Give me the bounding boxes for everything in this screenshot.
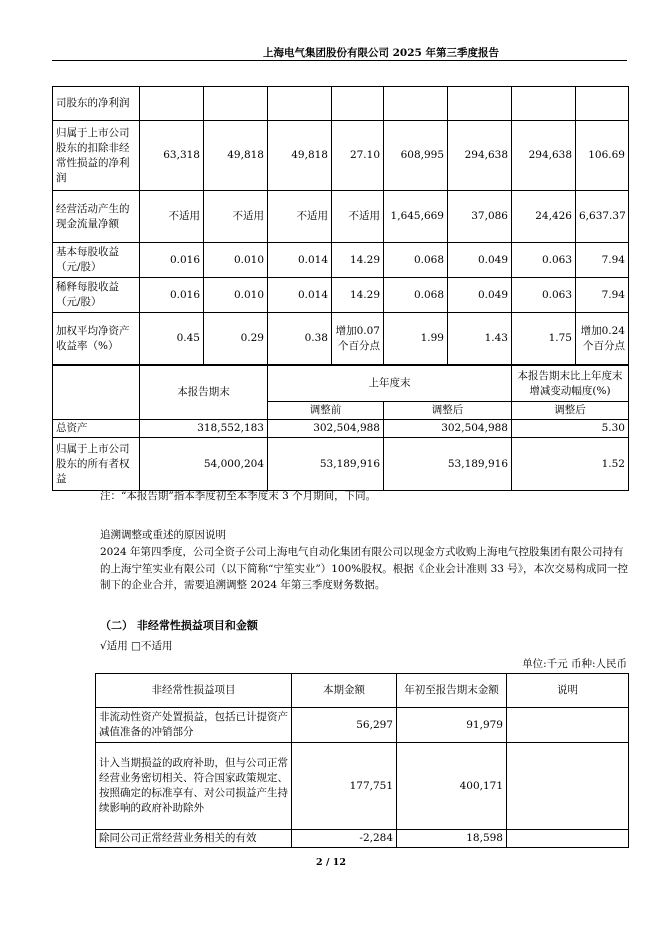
cell: 177,751 [292, 743, 397, 830]
column-header: 本期金额 [292, 674, 397, 708]
cell: 0.016 [140, 243, 204, 278]
cell: 0.010 [204, 243, 268, 278]
header-before-adjust: 调整前 [268, 402, 384, 420]
cell [576, 87, 629, 121]
table-row [53, 191, 629, 243]
empty-header-cell [53, 366, 140, 420]
table-row [53, 121, 629, 191]
cell [512, 87, 576, 121]
row-label: 基本每股收益（元/股） [53, 243, 140, 278]
header-after-adjust: 调整后 [384, 402, 512, 420]
cell: 不适用 [332, 191, 384, 243]
cell: 7.94 [576, 243, 629, 278]
cell: 增加0.24 个百分点 [576, 313, 629, 365]
cell [268, 87, 332, 121]
table-row [53, 438, 629, 491]
cell [204, 87, 268, 121]
cell: 1.99 [384, 313, 448, 365]
cell: 56,297 [292, 708, 397, 743]
cell: 14.29 [332, 278, 384, 313]
cell: 1.43 [448, 313, 512, 365]
table-row [53, 87, 629, 121]
cell: 不适用 [140, 191, 204, 243]
cell: 318,552,183 [140, 420, 268, 438]
cell: 不适用 [268, 191, 332, 243]
cell: 24,426 [512, 191, 576, 243]
cell: 6,637.37 [576, 191, 629, 243]
cell: 0.014 [268, 243, 332, 278]
cell: 294,638 [448, 121, 512, 191]
cell: 0.049 [448, 243, 512, 278]
table-header-row [96, 674, 629, 708]
cell: 18,598 [397, 830, 507, 848]
cell: 53,189,916 [268, 438, 384, 491]
row-label: 司股东的净利润 [53, 87, 140, 121]
cell: 0.063 [512, 278, 576, 313]
table-row [53, 313, 629, 365]
table-row [96, 708, 629, 743]
cell: 49,818 [268, 121, 332, 191]
header-prior-year-end: 上年度末 [268, 366, 512, 402]
cell: 400,171 [397, 743, 507, 830]
non-recurring-table [95, 673, 629, 848]
row-label: 稀释每股收益（元/股） [53, 278, 140, 313]
table-row [96, 743, 629, 830]
row-label: 归属于上市公司股东的扣除非经常性损益的净利润 [53, 121, 140, 191]
row-label: 经营活动产生的现金流量净额 [53, 191, 140, 243]
item-cell: 除同公司正常经营业务相关的有效 [96, 830, 292, 848]
cell: 37,086 [448, 191, 512, 243]
cell: 0.063 [512, 243, 576, 278]
row-label: 加权平均净资产收益率（%） [53, 313, 140, 365]
table-row [53, 366, 629, 402]
cell: 1,645,669 [384, 191, 448, 243]
cell [332, 87, 384, 121]
cell: 608,995 [384, 121, 448, 191]
cell: 49,818 [204, 121, 268, 191]
cell: 294,638 [512, 121, 576, 191]
cell: 27.10 [332, 121, 384, 191]
page-number: 2 / 12 [316, 857, 346, 868]
section-title: （二） 非经常性损益项目和金额 [100, 619, 258, 632]
financial-data-table [52, 86, 629, 365]
cell: 1.75 [512, 313, 576, 365]
cell: 53,189,916 [384, 438, 512, 491]
cell: 7.94 [576, 278, 629, 313]
column-header: 说明 [507, 674, 629, 708]
cell: 1.52 [512, 438, 629, 491]
cell: 54,000,204 [140, 438, 268, 491]
cell: 0.45 [140, 313, 204, 365]
cell [384, 87, 448, 121]
cell: 0.049 [448, 278, 512, 313]
row-label: 归属于上市公司股东的所有者权益 [53, 438, 140, 491]
header-change: 本报告期末比上年度末增减变动幅度(%) [512, 366, 629, 402]
cell: 不适用 [204, 191, 268, 243]
cell: 0.29 [204, 313, 268, 365]
balance-table [52, 365, 629, 491]
cell: 302,504,988 [268, 420, 384, 438]
cell: 0.014 [268, 278, 332, 313]
page-header [52, 47, 627, 61]
applicability: √适用 □不适用 [100, 640, 173, 652]
cell: 0.38 [268, 313, 332, 365]
cell: -2,284 [292, 830, 397, 848]
cell: 0.068 [384, 243, 448, 278]
cell [140, 87, 204, 121]
cell: 增加0.07 个百分点 [332, 313, 384, 365]
page-header-title: 上海电气集团股份有限公司 2025 年第三季度报告 [262, 47, 499, 59]
cell: 63,318 [140, 121, 204, 191]
item-cell: 计入当期损益的政府补助，但与公司正常经营业务密切相关、符合国家政策规定、按照确定的标准享有、对公司损益产生持续影响的政府补助除外 [96, 743, 292, 830]
cell [507, 743, 629, 830]
unit-label: 单位:千元 币种:人民币 [522, 658, 627, 670]
cell: 106.69 [576, 121, 629, 191]
table-row [96, 830, 629, 848]
table-row [53, 420, 629, 438]
row-label: 总资产 [53, 420, 140, 438]
cell: 0.010 [204, 278, 268, 313]
cell: 14.29 [332, 243, 384, 278]
cell [507, 830, 629, 848]
cell: 91,979 [397, 708, 507, 743]
item-cell: 非流动性资产处置损益，包括已计提资产减值准备的冲销部分 [96, 708, 292, 743]
cell: 5.30 [512, 420, 629, 438]
cell: 0.068 [384, 278, 448, 313]
cell [507, 708, 629, 743]
reason-title: 追溯调整或重述的原因说明 [100, 529, 226, 541]
table-row [53, 243, 629, 278]
column-header: 年初至报告期末金额 [397, 674, 507, 708]
header-change-after: 调整后 [512, 402, 629, 420]
cell: 0.016 [140, 278, 204, 313]
cell: 302,504,988 [384, 420, 512, 438]
column-header: 非经常性损益项目 [96, 674, 292, 708]
cell [448, 87, 512, 121]
header-current-end: 本报告期末 [140, 366, 268, 420]
table-row [53, 278, 629, 313]
table-note: 注：“本报告期”指本季度初至本季度末 3 个月期间，下同。 [100, 490, 377, 502]
reason-paragraph: 2024 年第四季度，公司全资子公司上海电气自动化集团有限公司以现金方式收购上海电气控股集团有限公司持有的上海宁笙实业有限公司（以下简称“宁笙实业”）100%股权。根据《企业会计准则 33 号》，本次交易构成同一控制下的企业合并，需要追溯调整 2024 年第三季度财务数据。 [100, 546, 629, 591]
